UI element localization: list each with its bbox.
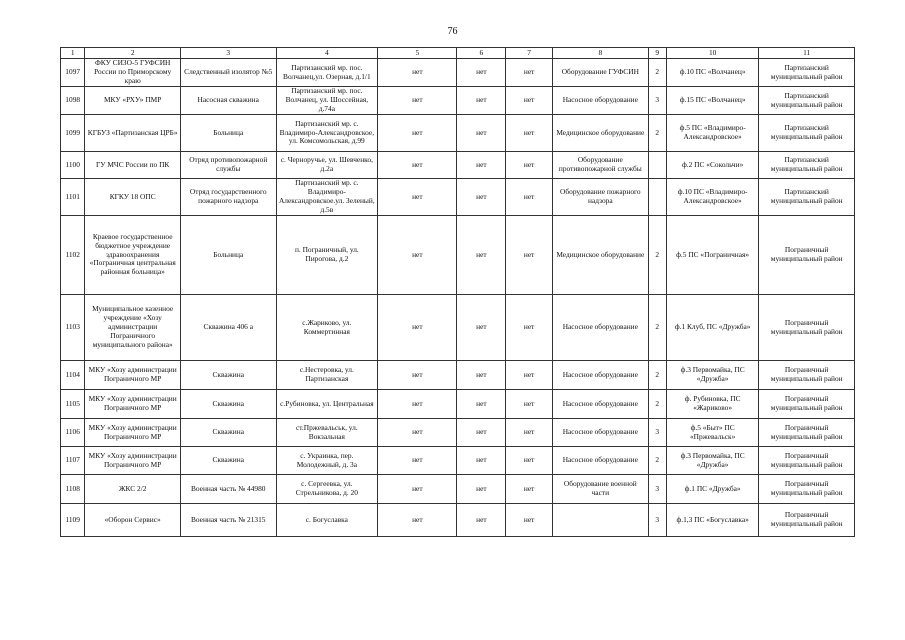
table-cell-col9: 2 [648,115,666,152]
table-cell-col6: нет [457,59,506,87]
header-cell: 8 [553,48,649,59]
table-cell-col10: ф.5 «Быт» ПС «Пржевальск» [666,419,759,447]
table-cell-col11: Пограничный муниципальный район [759,295,855,361]
table-cell-col4: с. Черноручье, ул. Шевченко, д.2а [276,152,378,179]
table-cell-col4: с.Жариково, ул. Коммертинная [276,295,378,361]
table-cell-col6: нет [457,216,506,295]
page-number: 76 [447,26,458,37]
table-cell-col1: 1100 [61,152,85,179]
table-cell-col11: Пограничный муниципальный район [759,216,855,295]
table-cell-col8: Насосное оборудование [553,390,649,419]
table-cell-col1: 1101 [61,179,85,216]
table-cell-col4: Партизанский мр. пос. Волчанец,ул. Озерная, д.1/1 [276,59,378,87]
table-cell-col5: нет [378,419,457,447]
table-row [61,361,855,390]
table-cell-col9: 2 [648,447,666,475]
table-cell-col6: нет [457,504,506,537]
header-cell: 2 [85,48,181,59]
header-cell: 10 [666,48,759,59]
table-cell-col8: Насосное оборудование [553,295,649,361]
table-cell-col2: «Оборон Сервис» [85,504,181,537]
table-cell-col8: Оборудование военной части [553,475,649,504]
table-cell-col1: 1108 [61,475,85,504]
table-cell-col11: Партизанский муниципальный район [759,87,855,115]
table-cell-col4: ст.Пржевальськ, ул. Вокзальная [276,419,378,447]
table-cell-col8: Оборудование ГУФСИН [553,59,649,87]
table-row [61,115,855,152]
table-cell-col8: Оборудование пожарного надзора [553,179,649,216]
table-cell-col3: Скважина 406 а [180,295,276,361]
table-cell-col4: Партизанский мр. с. Владимиро-Александровское.ул. Зеленый, д.5в [276,179,378,216]
table-cell-col11: Пограничный муниципальный район [759,475,855,504]
table-row [61,390,855,419]
table-cell-col5: нет [378,59,457,87]
table-cell-col11: Партизанский муниципальный район [759,59,855,87]
table-cell-col7: нет [506,87,553,115]
table-cell-col2: ГУ МЧС России по ПК [85,152,181,179]
table-cell-col6: нет [457,152,506,179]
table-cell-col5: нет [378,295,457,361]
data-table [60,47,855,537]
table-cell-col1: 1099 [61,115,85,152]
table-cell-col9: 2 [648,216,666,295]
table-cell-col2: Муниципальное казенное учреждение «Хозу администрации Пограничного муниципального района» [85,295,181,361]
table-row [61,419,855,447]
table-cell-col3: Следственный изолятор №5 [180,59,276,87]
table-cell-col8: Оборудование противопожарной службы [553,152,649,179]
table-cell-col10: ф.5 ПС «Владимиро-Александровское» [666,115,759,152]
table-cell-col5: нет [378,361,457,390]
table-cell-col9 [648,152,666,179]
table-cell-col3: Скважина [180,361,276,390]
table-cell-col10: ф. Рубиновка, ПС «Жариково» [666,390,759,419]
table-cell-col4: с. Сергеевка, ул. Стрельникова, д. 20 [276,475,378,504]
table-cell-col8: Насосное оборудование [553,447,649,475]
table-cell-col6: нет [457,475,506,504]
table-cell-col7: нет [506,216,553,295]
table-cell-col7: нет [506,419,553,447]
table-cell-col1: 1104 [61,361,85,390]
table-cell-col7: нет [506,115,553,152]
table-cell-col5: нет [378,475,457,504]
header-cell: 9 [648,48,666,59]
table-cell-col10: ф.10 ПС «Владимиро-Александровское» [666,179,759,216]
table-cell-col1: 1098 [61,87,85,115]
table-cell-col10: ф.1 ПС «Дружба» [666,475,759,504]
table-cell-col3: Отряд противопожарной службы [180,152,276,179]
table-cell-col7: нет [506,361,553,390]
table-cell-col9: 2 [648,59,666,87]
table-cell-col6: нет [457,295,506,361]
table-cell-col3: Скважина [180,447,276,475]
table-cell-col5: нет [378,152,457,179]
table-cell-col9: 3 [648,419,666,447]
table-cell-col11: Партизанский муниципальный район [759,115,855,152]
table-cell-col8: Насосное оборудование [553,361,649,390]
table-cell-col4: с.Рубиновка, ул. Центральная [276,390,378,419]
table-row [61,447,855,475]
table-row [61,504,855,537]
table-cell-col10: ф.10 ПС «Волчанец» [666,59,759,87]
header-cell: 5 [378,48,457,59]
table-cell-col2: КГКУ 18 ОПС [85,179,181,216]
table-cell-col6: нет [457,361,506,390]
table-row [61,152,855,179]
table-cell-col3: Военная часть № 21315 [180,504,276,537]
table-cell-col10: ф.2 ПС «Сокольчи» [666,152,759,179]
table-row [61,59,855,87]
table-cell-col2: МКУ «Хозу администрации Пограничного МР [85,419,181,447]
table-cell-col11: Пограничный муниципальный район [759,390,855,419]
table-cell-col7: нет [506,295,553,361]
table-cell-col6: нет [457,115,506,152]
table-cell-col7: нет [506,59,553,87]
table-cell-col6: нет [457,390,506,419]
table-cell-col9: 2 [648,361,666,390]
table-cell-col10: ф.15 ПС «Волчанец» [666,87,759,115]
table-cell-col5: нет [378,216,457,295]
table-cell-col2: МКУ «Хозу администрации Пограничного МР [85,390,181,419]
table-cell-col2: Краевое государственное бюджетное учреждение здравоохранения «Пограничная центральная районная больница» [85,216,181,295]
table-cell-col4: п. Пограничный, ул. Пирогова, д.2 [276,216,378,295]
table-cell-col5: нет [378,447,457,475]
table-header-row [61,48,855,59]
table-cell-col4: Партизанский мр. с. Владимиро-Александровское, ул. Комсомольская, д.99 [276,115,378,152]
table-cell-col10: ф.3 Первомайка, ПС «Дружба» [666,447,759,475]
header-cell: 6 [457,48,506,59]
table-cell-col1: 1109 [61,504,85,537]
table-row [61,179,855,216]
table-cell-col11: Партизанский муниципальный район [759,179,855,216]
table-cell-col9: 3 [648,87,666,115]
table-cell-col7: нет [506,504,553,537]
table-cell-col3: Скважина [180,390,276,419]
table-cell-col3: Военная часть № 44980 [180,475,276,504]
table-cell-col1: 1106 [61,419,85,447]
table-cell-col11: Пограничный муниципальный район [759,419,855,447]
table-cell-col7: нет [506,475,553,504]
table-cell-col2: МКУ «Хозу администрации Пограничного МР [85,447,181,475]
table-cell-col7: нет [506,447,553,475]
table-cell-col10: ф.3 Первомайка, ПС «Дружба» [666,361,759,390]
table-cell-col2: ФКУ СИЗО-5 ГУФСИН России по Приморскому краю [85,59,181,87]
table-cell-col10: ф.1 Клуб, ПС «Дружба» [666,295,759,361]
header-cell: 3 [180,48,276,59]
table-cell-col5: нет [378,87,457,115]
table-cell-col3: Больница [180,115,276,152]
table-cell-col1: 1103 [61,295,85,361]
table-cell-col4: с. Богуславка [276,504,378,537]
table-cell-col6: нет [457,447,506,475]
table-cell-col7: нет [506,152,553,179]
table-cell-col1: 1102 [61,216,85,295]
table-cell-col8 [553,504,649,537]
table-cell-col11: Пограничный муниципальный район [759,447,855,475]
table-cell-col9 [648,179,666,216]
table-cell-col9: 2 [648,390,666,419]
table-cell-col6: нет [457,87,506,115]
table-cell-col2: МКУ «РХУ» ПМР [85,87,181,115]
table-cell-col2: ЖКС 2/2 [85,475,181,504]
header-cell: 1 [61,48,85,59]
table-cell-col3: Насосная скважина [180,87,276,115]
table-cell-col7: нет [506,390,553,419]
header-cell: 7 [506,48,553,59]
table-cell-col2: КГБУЗ «Партизанская ЦРБ» [85,115,181,152]
table-row [61,87,855,115]
table-row [61,216,855,295]
table-cell-col9: 3 [648,475,666,504]
table-cell-col5: нет [378,504,457,537]
table-cell-col8: Медицинское оборудование [553,115,649,152]
table-cell-col8: Медицинское оборудование [553,216,649,295]
table-cell-col10: ф.1,3 ПС «Богуславка» [666,504,759,537]
table-cell-col1: 1105 [61,390,85,419]
table-cell-col3: Больница [180,216,276,295]
table-cell-col4: с. Украинка, пер. Молодежный, д. 3а [276,447,378,475]
table-cell-col1: 1107 [61,447,85,475]
table-cell-col8: Насосное оборудование [553,87,649,115]
table-row [61,475,855,504]
table-cell-col8: Насосное оборудование [553,419,649,447]
header-cell: 4 [276,48,378,59]
table-row [61,295,855,361]
table-cell-col5: нет [378,115,457,152]
table-cell-col7: нет [506,179,553,216]
table-cell-col4: с.Нестеровка, ул. Партизанская [276,361,378,390]
table-cell-col5: нет [378,390,457,419]
table-cell-col11: Пограничный муниципальный район [759,361,855,390]
table-cell-col5: нет [378,179,457,216]
table-cell-col2: МКУ «Хозу администрации Пограничного МР [85,361,181,390]
table-cell-col10: ф.5 ПС «Пограничная» [666,216,759,295]
table-cell-col11: Пограничный муниципальный район [759,504,855,537]
table-cell-col3: Скважина [180,419,276,447]
table-cell-col11: Партизанский муниципальный район [759,152,855,179]
table-cell-col6: нет [457,419,506,447]
table-cell-col6: нет [457,179,506,216]
table-cell-col9: 3 [648,504,666,537]
table-cell-col4: Партизанский мр. пос. Волчанец, ул. Шоссейная, д.74а [276,87,378,115]
table-cell-col1: 1097 [61,59,85,87]
table-cell-col9: 2 [648,295,666,361]
header-cell: 11 [759,48,855,59]
table-cell-col3: Отряд государственного пожарного надзора [180,179,276,216]
